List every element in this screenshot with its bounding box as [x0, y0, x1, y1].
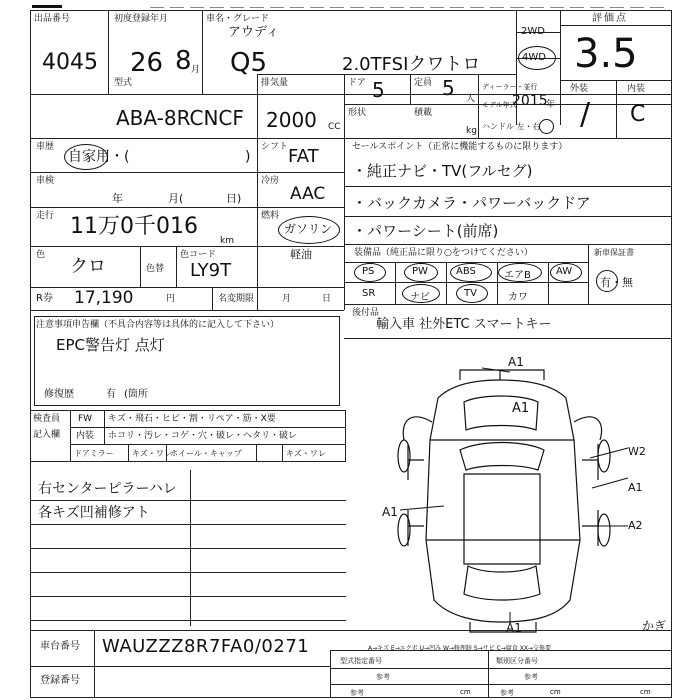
rule	[257, 138, 258, 310]
dealer-label: ディーラー・並行	[482, 83, 538, 91]
interior-items: ホコリ・汚レ・コゲ・穴・破レ・ヘタリ・破レ	[108, 431, 298, 441]
new-car-label: 新車保証書	[594, 248, 634, 257]
rule	[344, 244, 672, 245]
rule	[344, 138, 345, 310]
grade-name: 2.0TFSIクワトロ	[342, 54, 481, 75]
rule	[560, 25, 672, 26]
doors-label: ドア	[348, 78, 366, 88]
cc-unit: CC	[328, 122, 341, 132]
rule	[344, 216, 672, 217]
use-label: 車歴	[36, 142, 55, 152]
meta-type-spec: 型式指定番号	[340, 657, 382, 665]
damage-mark-rear: A1	[506, 621, 522, 635]
rule	[176, 246, 177, 287]
rule	[30, 666, 330, 667]
rule	[344, 304, 672, 305]
rule	[30, 172, 344, 173]
damage-mark-right-1: W2	[628, 445, 646, 458]
ac-value: AAC	[290, 184, 326, 204]
rule	[330, 650, 331, 698]
shift-label: シフト	[261, 142, 289, 152]
equip-sr: SR	[362, 288, 376, 299]
equip-circle-pw	[404, 263, 438, 282]
rule	[70, 444, 346, 445]
rule	[212, 287, 213, 310]
equip-leather: カワ	[508, 292, 528, 303]
fuel-value: ガソリン	[284, 222, 333, 236]
type-code: ABA-8RCNCF	[116, 106, 244, 130]
caution-label: 注意事項申告欄（不具合内容等は具体的に記入して下さい）	[36, 320, 280, 330]
equip-airbag: エアB	[504, 270, 531, 281]
rule	[344, 186, 672, 187]
rule	[30, 246, 344, 247]
meta-class-spec: 類別区分番号	[496, 657, 538, 665]
chassis-label: 車台番号	[40, 641, 80, 652]
equip-circle-aw	[550, 263, 582, 282]
rule	[108, 10, 109, 94]
equip-circle-abs	[450, 263, 492, 282]
reg-year: 26	[130, 48, 164, 78]
meta-ref-2: 参考	[524, 673, 538, 681]
color-value: クロ	[70, 256, 106, 277]
damage-mark-left: A1	[382, 505, 398, 519]
rule	[256, 444, 257, 462]
inspector-label-1: 検査員	[33, 414, 61, 424]
month-suffix: 月	[191, 65, 201, 75]
deadline-month: 月	[282, 294, 292, 304]
wheel-label: ホイール・キャップ	[170, 449, 242, 458]
km-unit: km	[220, 236, 234, 246]
damage-legend: A→キズ E→エクボ U→凹み W→修理跡 S→サビ C→腐食 XX→交換要	[368, 645, 551, 652]
name-label: 車名・グレード	[206, 14, 270, 24]
after-title: 後付品	[352, 308, 380, 318]
type-label: 型式	[114, 78, 133, 88]
use-close: )	[245, 149, 251, 165]
seats-unit: 人	[466, 94, 476, 104]
rule	[497, 262, 498, 304]
fuel-gas-circle	[278, 216, 340, 244]
chassis-number: WAUZZZ8R7FA0/0271	[102, 636, 310, 657]
rule	[70, 427, 346, 428]
ac-label: 冷房	[261, 176, 280, 186]
selling-point-2: ・バックカメラ・パワーバックドア	[352, 194, 591, 212]
recycle-label: R券	[36, 293, 53, 304]
lot-label: 出品番号	[34, 14, 71, 24]
rule	[330, 684, 672, 685]
selling-point-3: ・パワーシート(前席)	[352, 222, 499, 240]
shift-value: FAT	[288, 146, 319, 167]
equip-circle-navi	[402, 284, 440, 303]
kg-unit: kg	[466, 126, 477, 136]
rule	[330, 668, 672, 669]
year-unit: 年	[546, 100, 556, 110]
mirror-label: ドアミラー	[74, 449, 114, 458]
equip-aw: AW	[556, 266, 573, 277]
mileage-label: 走行	[36, 211, 55, 221]
rule	[344, 338, 672, 339]
seats-label: 定員	[414, 78, 433, 88]
color-code: LY9T	[190, 260, 232, 281]
insp-year: 年	[112, 192, 123, 205]
color-label: 色	[36, 250, 46, 260]
new-car-yes-circle	[596, 270, 618, 292]
inspector-label-2: 記入欄	[33, 430, 61, 440]
meta-ref-4: 参考	[500, 689, 514, 697]
deadline-day: 日	[322, 294, 332, 304]
remark-line-2: 各キズ凹補修アト	[38, 505, 150, 521]
car-diagram	[360, 350, 670, 640]
top-cut-text	[30, 5, 670, 8]
rule	[140, 246, 141, 287]
make-kana: アウディ	[228, 25, 279, 40]
rule	[30, 572, 346, 573]
rule	[30, 630, 672, 631]
equip-tv: TV	[464, 288, 477, 299]
rule	[560, 10, 561, 125]
shape-label: 形状	[348, 108, 367, 118]
remark-line-1: 右センターピラーハレ	[38, 481, 177, 497]
use-private-circle	[64, 144, 108, 170]
meta-cm-3: cm	[640, 688, 651, 696]
rule	[257, 74, 258, 138]
rule	[70, 410, 71, 462]
lot-number: 4045	[42, 50, 98, 75]
equip-navi: ナビ	[410, 292, 430, 303]
load-label: 積載	[414, 108, 433, 118]
first-reg-label: 初度登録年月	[114, 14, 169, 24]
fw-items: キズ・飛石・ヒビ・割・リペア・筋・X要	[108, 414, 276, 424]
interior-label: 内装	[76, 431, 95, 441]
meta-cm-2: cm	[550, 688, 561, 696]
fuel-label: 燃料	[261, 211, 280, 221]
repair-value: 有	[106, 389, 116, 400]
name-change-label: 名変期限	[218, 294, 255, 304]
rule	[30, 548, 346, 549]
mileage-value: 11万0千016	[70, 214, 198, 239]
equip-circle-ps	[354, 263, 386, 282]
ext-grade: /	[580, 97, 591, 132]
int-label: 内装	[627, 84, 646, 94]
damage-mark-hood: A1	[512, 401, 530, 416]
score-value: 3.5	[574, 31, 638, 77]
inspector-signature: かぎ	[642, 619, 667, 633]
rule	[478, 74, 479, 138]
repair-place: (箇所	[124, 389, 148, 400]
model-name: Q5	[230, 48, 268, 78]
caution-value: EPC警告灯 点灯	[56, 336, 165, 354]
recycle-fee: 17,190	[74, 288, 134, 308]
fw-label: FW	[78, 414, 93, 424]
displacement-value: 2000	[266, 108, 317, 132]
header-scribble	[30, 0, 670, 8]
rule	[30, 596, 346, 597]
new-car-value: 有・無	[600, 276, 633, 289]
model-year-label: モデル年式	[482, 101, 517, 109]
rule	[30, 500, 346, 501]
equip-ps: PS	[362, 266, 375, 277]
wheel-items: キズ・ワレ	[286, 449, 326, 458]
equip-circle-tv	[456, 284, 488, 303]
rule	[446, 262, 447, 304]
equip-abs: ABS	[456, 266, 476, 277]
rule	[30, 138, 672, 139]
handle-label: ハンドル 左・右	[482, 122, 541, 131]
rule	[410, 74, 411, 104]
drive-2wd: 2WD	[521, 26, 545, 37]
damage-mark-top: A1	[508, 355, 524, 369]
rule	[30, 207, 344, 208]
seats-value: 5	[442, 76, 455, 100]
drive-4wd: 4WD	[522, 52, 546, 63]
color-code-label: 色コード	[180, 250, 217, 260]
meta-cm-1: cm	[460, 688, 471, 696]
model-year: 2015	[512, 93, 548, 109]
meta-ref-1: 参考	[376, 673, 390, 681]
rule	[548, 262, 549, 304]
fuel-alt: 軽油	[290, 248, 312, 261]
rule	[588, 244, 589, 304]
rule	[330, 650, 672, 651]
rule	[128, 444, 129, 462]
rule	[616, 80, 617, 138]
repair-label: 修復歴	[44, 389, 74, 400]
handle-right-circle	[539, 119, 554, 134]
rule	[395, 262, 396, 304]
reg-month: 8	[175, 46, 192, 76]
plate-label: 登録番号	[40, 675, 80, 686]
ext-label: 外装	[570, 84, 589, 94]
rule	[30, 524, 346, 525]
rule	[104, 410, 105, 444]
rule	[488, 650, 489, 698]
score-label: 評価点	[592, 13, 628, 24]
insp-month: 月(	[168, 192, 184, 205]
yen-unit: 円	[166, 294, 176, 304]
damage-mark-right-2: A1	[628, 481, 643, 494]
inspection-label: 車検	[36, 176, 55, 186]
rule	[30, 94, 672, 95]
rule	[30, 620, 346, 621]
use-value: 自家用・(	[68, 149, 130, 165]
rule	[202, 10, 203, 94]
rule	[344, 282, 588, 283]
rule	[344, 74, 345, 138]
mirror-items: キズ・ワレ	[132, 449, 172, 458]
insp-day: 日)	[226, 192, 242, 205]
int-grade: C	[630, 102, 646, 127]
selling-title: セールスポイント（正常に機能するものに限ります）	[352, 142, 568, 152]
equip-pw: PW	[412, 266, 428, 277]
caution-box	[34, 316, 340, 406]
selling-point-1: ・純正ナビ・TV(フルセグ)	[352, 162, 533, 180]
equipment-title: 装備品（純正品に限り○をつけてください）	[354, 248, 533, 258]
damage-mark-right-3: A2	[628, 519, 643, 532]
drive-4wd-circle	[518, 46, 556, 70]
doors-value: 5	[372, 78, 385, 102]
meta-ref-3: 参考	[350, 689, 364, 697]
color-change-label: 色替	[146, 264, 165, 274]
equip-circle-airbag	[498, 263, 542, 282]
after-value: 輸入車 社外ETC スマートキー	[376, 317, 552, 332]
rule	[94, 630, 95, 698]
rule	[30, 310, 344, 311]
rule	[282, 444, 283, 462]
displacement-label: 排気量	[261, 78, 289, 88]
